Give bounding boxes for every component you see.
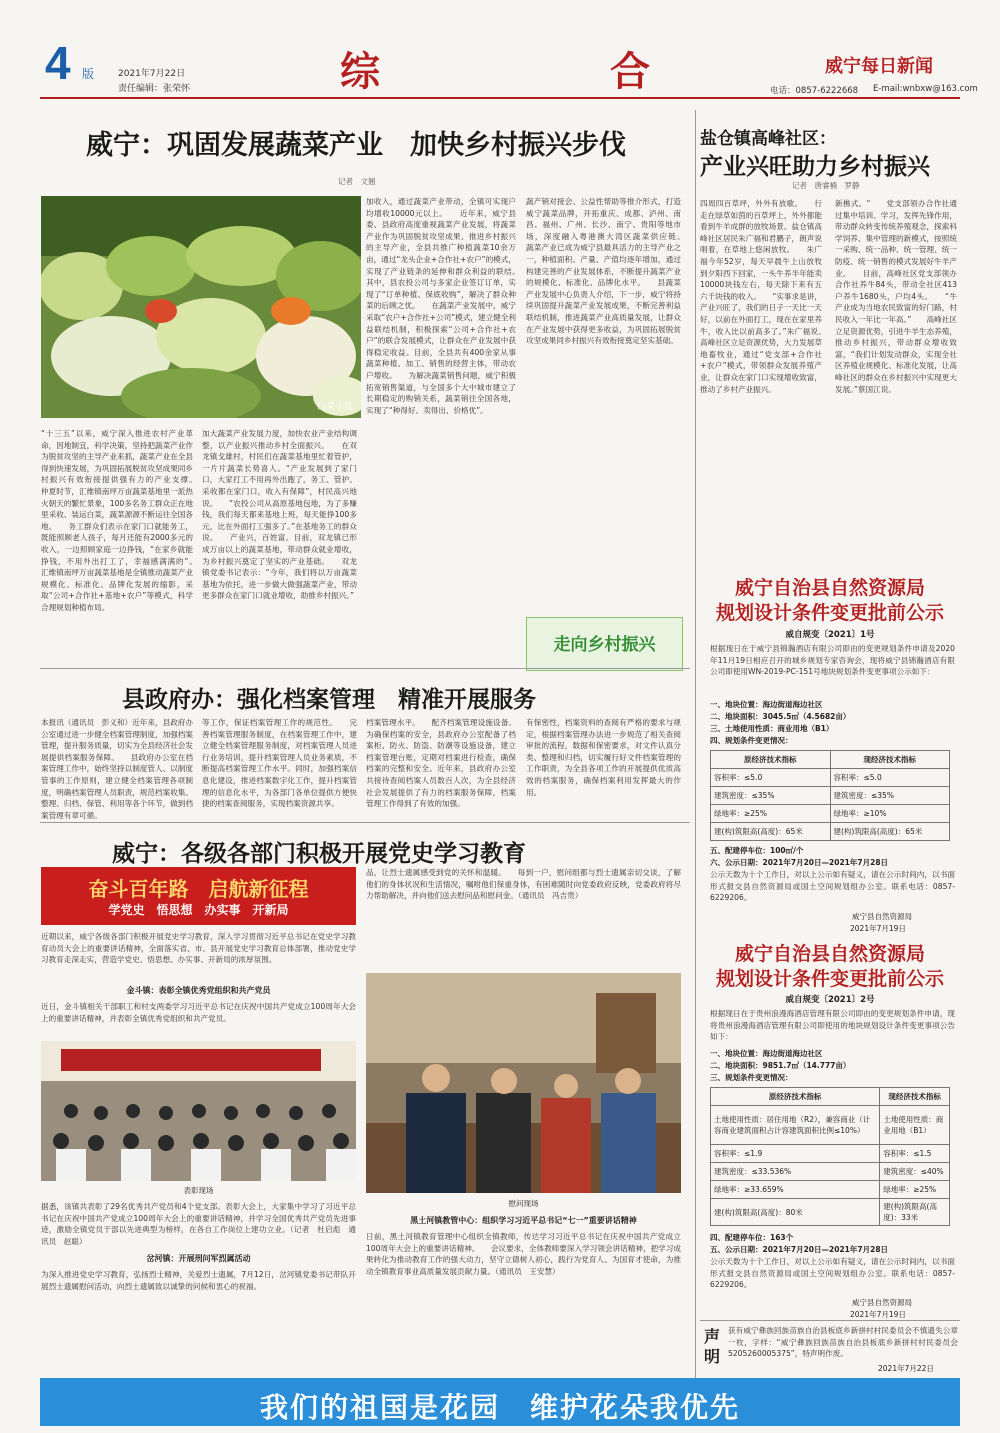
- bottom-slogan-bar: [40, 1378, 960, 1426]
- table-row: [711, 769, 950, 787]
- notice-sign-date: 2021年7月19日: [850, 1310, 906, 1319]
- subhead-jindou: 金斗镇：表彰全镇优秀党组织和共产党员: [126, 986, 271, 995]
- table-row: [711, 823, 950, 841]
- notice-item-area: 二、地块面积：3045.5㎡（4.5682亩）: [710, 712, 851, 721]
- rural-revitalization-banner: [526, 617, 683, 671]
- table-cell: 容积率：≤1.9: [711, 1145, 880, 1163]
- table-cell: 绿地率：≥25%: [711, 805, 831, 823]
- table-cell: 土地使用性质：居住用地（R2），兼容商业（计容商业建筑面积占计容建筑面积比例≤10%）: [711, 1106, 880, 1145]
- table-row: [711, 805, 950, 823]
- slogan-text: 我们的祖国是花园 维护花朵我优先: [259, 1391, 740, 1424]
- notice-item-parking: 五、配建停车位：100㎡/个: [710, 846, 804, 855]
- article-headline: 威宁：各级各部门积极开展党史学习教育: [112, 840, 526, 867]
- table-cell: 建(构)筑限高(高度)：65米: [830, 823, 950, 841]
- award-ceremony-photo: [41, 1041, 356, 1181]
- notice-item-dates: 五、公示日期：2021年7月20日—2021年7月28日: [710, 1245, 889, 1254]
- notice-signature: 威宁县自然资源局: [852, 912, 912, 921]
- article-byline: 记者 文翘: [338, 177, 376, 186]
- statement-box: [700, 1320, 960, 1377]
- table-cell: 容积率：≤5.0: [830, 769, 950, 787]
- statement-date: 2021年7月22日: [878, 1364, 934, 1373]
- masthead: [0, 0, 1000, 100]
- contact-phone: 电话：0857-6222668: [770, 86, 859, 96]
- article-headline: 县政府办：强化档案管理 精准开展服务: [122, 686, 536, 713]
- article-column-4: 有保密性，档案资料的查阅有严格的要求与规定，根据档案管理办法进一步规范了相关查阅审批的流程，数据和保密要求，对文件认真分类、整理和归档，切实履行好文件档案管理的工作职责，为全县各项工作的开展提供优质高效的档案服务，确保档案利用发挥最大的作用。: [526, 718, 681, 797]
- photo-caption: 慰问现场: [508, 1199, 539, 1208]
- notice-subtitle: 规划设计条件变更批前公示: [715, 602, 944, 624]
- article-mid-column: 品，让烈士遗属感受到党的关怀和温暖。 每到一户，慰问组都与烈士遗属亲切交谈，了解他们的身体状况和生活情况，嘱咐他们保重身体，有困难随时向党委政府反映，党委政府将尽力帮助解决，并向他们送去慰问品和慰问金。（通讯员 冯吉贵）: [366, 868, 681, 901]
- subhead-heituhe-text: 日前，黑土河镇教育管理中心组织全镇教师，传达学习习近平总书记在庆祝中国共产党成立100周年大会上的重要讲话精神。 会议要求，全体教师要深入学习领会讲话精神，把学习成果转化为推动教育工作的强大动力，坚守立德树人初心，践行为党育人、为国育才使命，为推动全镇教育事业高质量发展贡献力量。（通讯员 王安慧）: [366, 1232, 681, 1276]
- notice-subtitle: 规划设计条件变更批前公示: [715, 968, 944, 990]
- subhead-heituhe: 黑土河镇教管中心：组织学习习近平总书记“七一”重要讲话精神: [410, 1216, 637, 1225]
- banner-text: 走向乡村振兴: [553, 635, 656, 655]
- masthead-rule: [40, 97, 960, 99]
- table-row: [711, 1163, 950, 1181]
- article-headline: 产业兴旺助力乡村振兴: [700, 153, 930, 180]
- table-row: [711, 1181, 950, 1199]
- article-column-1: 本报讯（通讯员 彭义和）近年来，县政府办公室通过进一步健全档案管理制度，加强档案管理，提升服务质量，切实为全县经济社会发展提供档案服务保障。 县政府办公室在档案管理工作中，始终坚持以制度管人、以制度管事的工作原则，建立健全档案管理各项制度，明确档案管理人员职责，规范档案收集、整理、归档、保管、利用等各个环节，做到档案管理有章可循。: [41, 718, 193, 820]
- table-row: [711, 1199, 950, 1226]
- notice-item-dates: 六、公示日期：2021年7月20日—2021年7月28日: [710, 858, 889, 867]
- section-title-left: 综: [340, 48, 380, 95]
- paper-name: 威宁每日新闻: [825, 56, 933, 77]
- table-cell: 绿地率：≥33.659%: [711, 1181, 880, 1199]
- article-vegetable-industry: [40, 110, 690, 655]
- notice-footer: 公示天数为十个工作日，对以上公示如有疑义，请在公示时间内，以书面形式报交县自然资源局或国土空间规划组办公室。联系电话：0857-6229206。: [710, 870, 955, 903]
- article-column-2: 加大蔬菜产业发展力度，加快农业产业结构调整，以产业振兴推动乡村全面振兴。 在双龙镇戈雄村，村民们在蔬菜基地里忙着管护，一片片蔬菜长势喜人。“产业发展到了家门口，大家打工不用再外出跑了，务工、管护、采收都在家门口，收入有保障”，村民高兴地说。 “农投公司从高原基地包地，为了多赚钱，我们每天都来基地上班，每天能挣100多元，比在外面打工强多了。”在基地务工的群众说。 产业兴，百姓富。目前，双龙镇已形成万亩以上的蔬菜基地，带动群众就业增收，为乡村振兴奠定了坚实的产业基础。 双龙镇党委书记表示：“今年，我们将以万亩蔬菜基地为依托，进一步做大做强蔬菜产业，带动更多群众在家门口就业增收，助推乡村振兴。”: [202, 429, 357, 601]
- article-party-history-education: [40, 822, 690, 1378]
- notice-intro: 根据现日在于威宁县锦瀚酒店有限公司即由的变更规划条件申请及2020年11月19日相应召开的城乡规划专家咨询会，现将威宁县锦瀚酒店有限公司即使用WN-2019-PC-151号地块规划条件变更事项公示如下：: [710, 644, 955, 677]
- notice-number: 威自规变〔2021〕2号: [785, 995, 875, 1005]
- table-cell: 建(构)筑限高(高度)：65米: [711, 823, 831, 841]
- table-cell: 建(构)筑限高(高度)：80米: [711, 1199, 880, 1226]
- notice-intro: 根据现日在于贵州浪漫海酒店管理有限公司即由的变更规划条件申请，现将贵州浪漫海酒店管理有限公司即使用的地块规划设计条件变更事项公告如下：: [710, 1009, 955, 1042]
- table-cell: 建(构)筑限高(高度)：33米: [880, 1199, 950, 1226]
- article-column-3: 档案管理水平。 配齐档案管理设施设备。为确保档案的安全，县政府办公室配备了档案柜、防火、防盗、防潮等设施设备，建立档案管理台账，定期对档案进行检查，确保档案的完整和安全。近年来，县政府办公室共接待查阅档案人员数百人次，为全县经济社会发展提供了有力的档案服务保障，档案管理工作得到了有效的加强。: [366, 718, 516, 809]
- notice-item-location: 一、地块位置：海边街道海边社区: [710, 700, 823, 709]
- vegetable-photo: [41, 196, 361, 418]
- table-cell: 建筑密度：≤35%: [711, 787, 831, 805]
- article-headline: 威宁：巩固发展蔬菜产业 加快乡村振兴步伐: [86, 130, 626, 161]
- subhead-jindou-text: 近日，金斗镇相关干部职工和村支两委学习习近平总书记在庆祝中国共产党成立100周年大会上的重要讲话精神，并表彰全镇优秀党组织和共产党员。: [41, 1002, 356, 1023]
- article-column-3: 加收入，通过蔬菜产业带动，全镇可实现户均增收10000元以上。 近年来，威宁县委、县政府高度重视蔬菜产业发展，将蔬菜产业作为巩固脱贫攻坚成果、推进乡村振兴的主导产业，全县共推广种植蔬菜10余万亩，通过“龙头企业+合作社+农户”的模式，实现了产业链条的延伸和群众利益的联结。 其中，县农投公司与多家企业签订订单，实现了“订单种植、保底收购”，解决了群众种菜的后顾之忧。 在蔬菜产业发展中，威宁采取“农户+合作社+公司”模式，建立健全利益联结机制，积极探索“公司+合作社+农户”的联合发展模式，让群众在产业发展中获得稳定收益。目前，全县共有400余家从事蔬菜种植、加工、销售的经营主体，带动农户增收。 为解决蔬菜销售问题，威宁积极拓宽销售渠道，与全国多个大中城市建立了长期稳定的购销关系，蔬菜销往全国各地，实现了“种得好、卖得出、价格优”。: [366, 197, 516, 415]
- visit-photo: [366, 973, 681, 1193]
- notice-item-changes: 三、规划条件变更情况：: [710, 1073, 793, 1082]
- table-row: [711, 1145, 950, 1163]
- page-suffix: 版: [82, 67, 95, 81]
- party-history-banner: [41, 867, 356, 925]
- notice-item-land-use: 三、土地使用性质：商业用地（B1）: [710, 724, 834, 733]
- article-kicker: 盐仓镇高峰社区：: [700, 129, 836, 149]
- article-archive-management: [40, 668, 690, 821]
- notice-title: 威宁自治县自然资源局: [734, 577, 925, 599]
- table-header-old: 原经济技术指标: [711, 751, 831, 769]
- subhead-chahe-text: 为深入推进党史学习教育，弘扬烈士精神，关爱烈士遗属，7月12日，岔河镇党委书记带队开展烈士遗属慰问活动，向烈士遗属致以诚挚的问候和衷心的祝福。: [41, 1270, 356, 1291]
- notice-sign-date: 2021年7月19日: [850, 924, 906, 933]
- contact-email: E-mail:wnbxw@163.com: [873, 84, 978, 94]
- statement-label-1: 声: [704, 1327, 721, 1346]
- table-cell: 建筑密度：≤40%: [880, 1163, 950, 1181]
- notice-table: [710, 750, 950, 841]
- statement-label: [704, 1327, 720, 1367]
- article-column-1: “十三五”以来，威宁深入推进农村产业革命，因地制宜，科学决策，坚持把蔬菜产业作为脱贫攻坚的主导产业来抓，蔬菜产业在全县得到快速发展，为巩固拓展脱贫攻坚成果同乡村振兴有效衔接提供强有力的产业支撑。 仲夏时节，汇维镇南坪万亩蔬菜基地里一派热火朝天的繁忙景象，100多名务工群众正在地里采收、装运白菜，蔬菜源源不断运往全国各地。 务工群众们表示在家门口就能务工，既能照顾老人孩子，每月还能有2000多元的收入，一边照顾家庭一边挣钱，“在家乡就能挣钱，不用外出打工了，幸福感满满的”。 汇维镇南坪万亩蔬菜基地是全镇推动蔬菜产业规模化、标准化、品牌化发展的缩影，采取“公司+合作社+基地+农户”等模式，科学合理规划种植布局。: [41, 429, 193, 612]
- table-cell: 绿地率：≥10%: [830, 805, 950, 823]
- banner-slogan: 学党史 悟思想 办实事 开新局: [108, 903, 289, 917]
- notice-footer: 公示天数为十个工作日，对以上公示如有疑义，请在公示时间内，以书面形式报交县自然资源局或国土空间规划组办公室。联系电话：0857-6229206。: [710, 1257, 955, 1290]
- notice-item-parking: 四、配建停车位：163个: [710, 1233, 794, 1242]
- article-column-2: 等工作，保证档案管理工作的规范性。 完善档案管理服务制度，在档案管理工作中，建立健全档案管理服务制度，对档案管理人员进行业务培训，提升档案管理人员业务素质，不断提高档案管理工作水平。同时，加强档案信息化建设，推进档案数字化工作，提升档案管理的信息化水平，为各部门各单位提供方便快捷的档案查阅服务，实现档案资源共享。: [202, 718, 357, 809]
- statement-text: 获有威宁彝族回族苗族自治县板底乡新拼村村民委员会不慎遗失公章一枚，字样：“威宁彝族回族苗族自治县板底乡新拼村村民委员会5205260005375”，特声明作废。: [728, 1326, 958, 1359]
- planning-notice-2: [700, 935, 960, 1355]
- subhead-chahe: 岔河镇：开展刑问军烈属活动: [146, 1254, 251, 1263]
- editor-credit: 责任编辑：张荣怀: [118, 84, 191, 94]
- photo-caption: 表彰现场: [183, 1186, 214, 1195]
- table-cell: 绿地率：≥25%: [880, 1181, 950, 1199]
- notice-item-area: 二、地块面积：9851.7㎡（14.777亩）: [710, 1061, 851, 1070]
- planning-notice-1: [700, 565, 960, 935]
- table-header-new: 现经济技术指标: [880, 1088, 950, 1106]
- table-cell: 土地使用性质：商业用地（B1）: [880, 1106, 950, 1145]
- notice-signature: 威宁县自然资源局: [852, 1298, 912, 1307]
- photo-caption: 白菜丰收: [316, 402, 353, 412]
- notice-number: 威自规变〔2021〕1号: [785, 630, 875, 640]
- statement-label-2: 明: [704, 1347, 721, 1366]
- section-title-right: 合: [610, 48, 650, 95]
- table-cell: 容积率：≤5.0: [711, 769, 831, 787]
- table-row: [711, 1106, 950, 1145]
- article-column-4: 蔬产销对接会、公益性帮助等推介形式，打造威宁蔬菜品牌，开拓重庆、成都、泸州、南昌、福州、广州、长沙、南宁、贵阳等地市场，深度融入粤港澳大湾区蔬菜供应链。 蔬菜产业已成为威宁县最具活力的主导产业之一，种植面积、产量、产值均逐年增加，通过构建完善的产业发展体系，不断提升蔬菜产业的规模化、标准化、品牌化水平。 县蔬菜产业发展中心负责人介绍，下一步，威宁将持续巩固提升蔬菜产业发展成果，不断完善利益联结机制，推进蔬菜产业高质量发展，让群众在产业发展中获得更多收益，为巩固拓展脱贫攻坚成果同乡村振兴有效衔接奠定坚实基础。: [526, 197, 681, 346]
- table-row: [711, 787, 950, 805]
- page-number: 4: [45, 37, 71, 89]
- article-column-2: 新樵式。“ 党支部领办合作社通过集中培训、学习，发挥先锋作用，带动群众转变传统养殖观念，探索科学饲养、集中管理的新模式，按照统一采购、统一品种、统一管理、统一防疫、统一销售的模式发展好牛羊产业。 目前，高峰社区党支部领办合作社养牛84头，带动全社区413户养牛1680头，户均4头。 “牛产业成为当地农民致富的好门路，村民收入一年比一年高。” 高峰社区立足资源优势，引进牛羊生态养殖，推动乡村振兴，带动群众增收致富，“我们计划发动群众，实现全社区养殖业规模化、标准化发展，让高峰社区的群众在乡村振兴中实现更大发展。”蔡国江说。: [835, 199, 957, 394]
- table-cell: 建筑密度：≤35%: [830, 787, 950, 805]
- article-intro: 近期以来，威宁各级各部门积极开展党史学习教育，深入学习贯彻习近平总书记在党史学习教育动员大会上的重要讲话精神，全面落实省、市、县开展党史学习教育总体部署，推动党史学习教育走深走实，营造学党史、悟思想、办实事、开新局的浓厚氛围。: [41, 932, 356, 965]
- table-header-new: 现经济技术指标: [830, 751, 950, 769]
- column-divider: [695, 110, 696, 1415]
- article-column-1: 四周四百草坪，外外有放歌。 行走在绿草如茵的百草坪上，外外都能看到牛羊成群的放牧场景。盐仓镇高峰社区居民朱广福和君鹏子，朗声说唱着，在草地上悠闲放牧。 朱广福今年52岁，每天早晨牛上山放牧到夕阳西下回家，一头牛养半年能卖10000块钱左右，每天除下来有五六千块钱的收入。 “实事求是讲，产业兴旺了，我们的日子一天比一天好，以前在外面打工，现在在家里养牛，收入比以前高多了。”朱广福说。 高峰社区立足资源优势，大力发展草地畜牧业，通过“党支部+合作社+农户”模式，带领群众发展养殖产业，让群众在家门口实现增收致富，推动了乡村产业振兴。: [700, 199, 822, 394]
- notice-title: 威宁自治县自然资源局: [734, 943, 925, 965]
- notice-item-changes: 四、规划条件变更情况：: [710, 736, 793, 745]
- notice-item-location: 一、地块位置：海边街道海边社区: [710, 1049, 823, 1058]
- subhead-jindou-text-2: 据悉，该镇共表彰了29名优秀共产党员和4个党支部。表彰大会上，大家集中学习了习近平总书记在庆祝中国共产党成立100周年大会上的重要讲话精神，并学习全国优秀共产党员先进事迹，激励全镇党员干部以先进典型为榜样，在各自工作岗位上建功立业。（记者 杜启彪 通讯员 赵聪）: [41, 1202, 356, 1246]
- table-cell: 容积率：≤1.5: [880, 1145, 950, 1163]
- table-cell: 建筑密度：≤33.536%: [711, 1163, 880, 1181]
- article-byline: 记者 唐睿楠 罗静: [792, 181, 860, 190]
- notice-table: [710, 1087, 950, 1226]
- banner-title: 奋斗百年路 启航新征程: [88, 877, 309, 901]
- table-header-old: 原经济技术指标: [711, 1088, 880, 1106]
- issue-date: 2021年7月22日: [118, 69, 186, 79]
